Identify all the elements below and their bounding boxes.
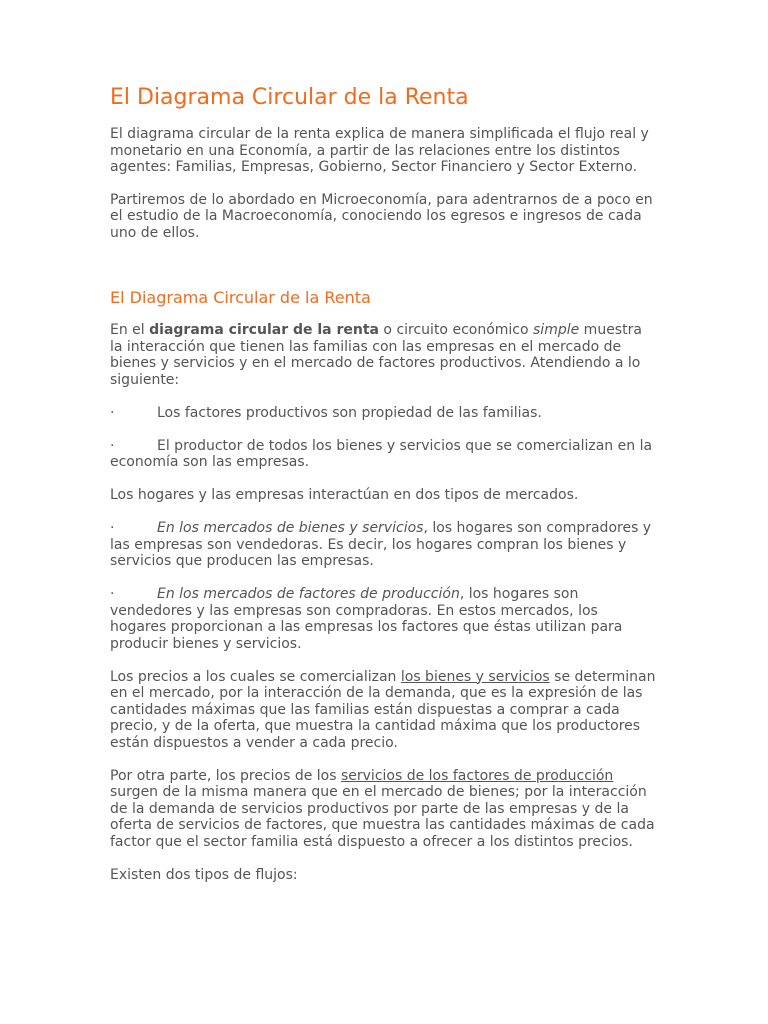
factor-services-link[interactable]: servicios de los factores de producción bbox=[340, 767, 614, 784]
bullet-item-4: · En los mercados de factores de producción, los hogares son vendedores y las empresas son compradoras. En estos mercados, los hogares proporcionan a las empresas los factores que éstas utilizan para producir bienes y servicios. bbox=[110, 586, 623, 652]
prices-paragraph: Los precios a los cuales se comercializan los bienes y servicios se determinan en el mercado, por la interacción de la demanda, que es la expresión de las cantidades máximas que las familias están dispuestas a comprar a cada precio, y de la oferta, que muestra la cantidad máxima que los productores están dispuestos a vender a cada precio. bbox=[110, 668, 656, 751]
section-heading: El Diagrama Circular de la Renta bbox=[110, 288, 371, 307]
intro-paragraph-2: Partiremos de lo abordado en Microeconomía, para adentrarnos de a poco en el estudio de la Macroeconomía, conociendo los egresos e ingresos de cada uno de ellos. bbox=[110, 191, 653, 241]
factor-prices-paragraph: Por otra parte, los precios de los servicios de los factores de producción surgen de la misma manera que en el mercado de bienes; por la interacción de la demanda de servicios productivos por parte de las empresas y de la oferta de servicios de factores, que muestra las cantidades máximas de cada factor que el sector familia está dispuesto a ofrecer a los distintos precios. bbox=[110, 767, 655, 850]
goods-services-link[interactable]: los bienes y servicios bbox=[400, 668, 550, 685]
bullet-symbol: · bbox=[110, 586, 115, 602]
page-title: El Diagrama Circular de la Renta bbox=[110, 85, 469, 110]
italic-term: simple bbox=[533, 322, 580, 338]
section-paragraph-1: En el diagrama circular de la renta o circuito económico simple muestra la interacción que tienen las familias con las empresas en el mercado de bienes y servicios y en el mercado de factores productivos. Atendiendo a lo siguiente: bbox=[110, 322, 642, 388]
flows-paragraph: Existen dos tipos de flujos: bbox=[110, 866, 298, 883]
bullet-item-3: · En los mercados de bienes y servicios, los hogares son compradores y las empresas son vendedoras. Es decir, los hogares compran los bienes y servicios que producen las empresas. bbox=[110, 520, 652, 569]
bullet-symbol: · bbox=[110, 437, 115, 454]
bullet-item-1: · Los factores productivos son propiedad de las familias. bbox=[110, 404, 542, 421]
document-page bbox=[110, 84, 658, 883]
bullet-symbol: · bbox=[110, 520, 115, 536]
intro-paragraph-1: El diagrama circular de la renta explica de manera simplificada el flujo real y monetario en una Economía, a partir de las relaciones entre los distintos agentes: Familias, Empresas, Gobierno, Sector Financiero y Sector Externo. bbox=[110, 126, 649, 175]
markets-paragraph: Los hogares y las empresas interactúan en dos tipos de mercados. bbox=[110, 487, 579, 503]
bullet-item-2: · El productor de todos los bienes y servicios que se comercializan en la economía son las empresas. bbox=[110, 437, 653, 470]
bold-term: diagrama circular de la renta bbox=[149, 322, 379, 338]
bullet-symbol: · bbox=[110, 404, 115, 421]
